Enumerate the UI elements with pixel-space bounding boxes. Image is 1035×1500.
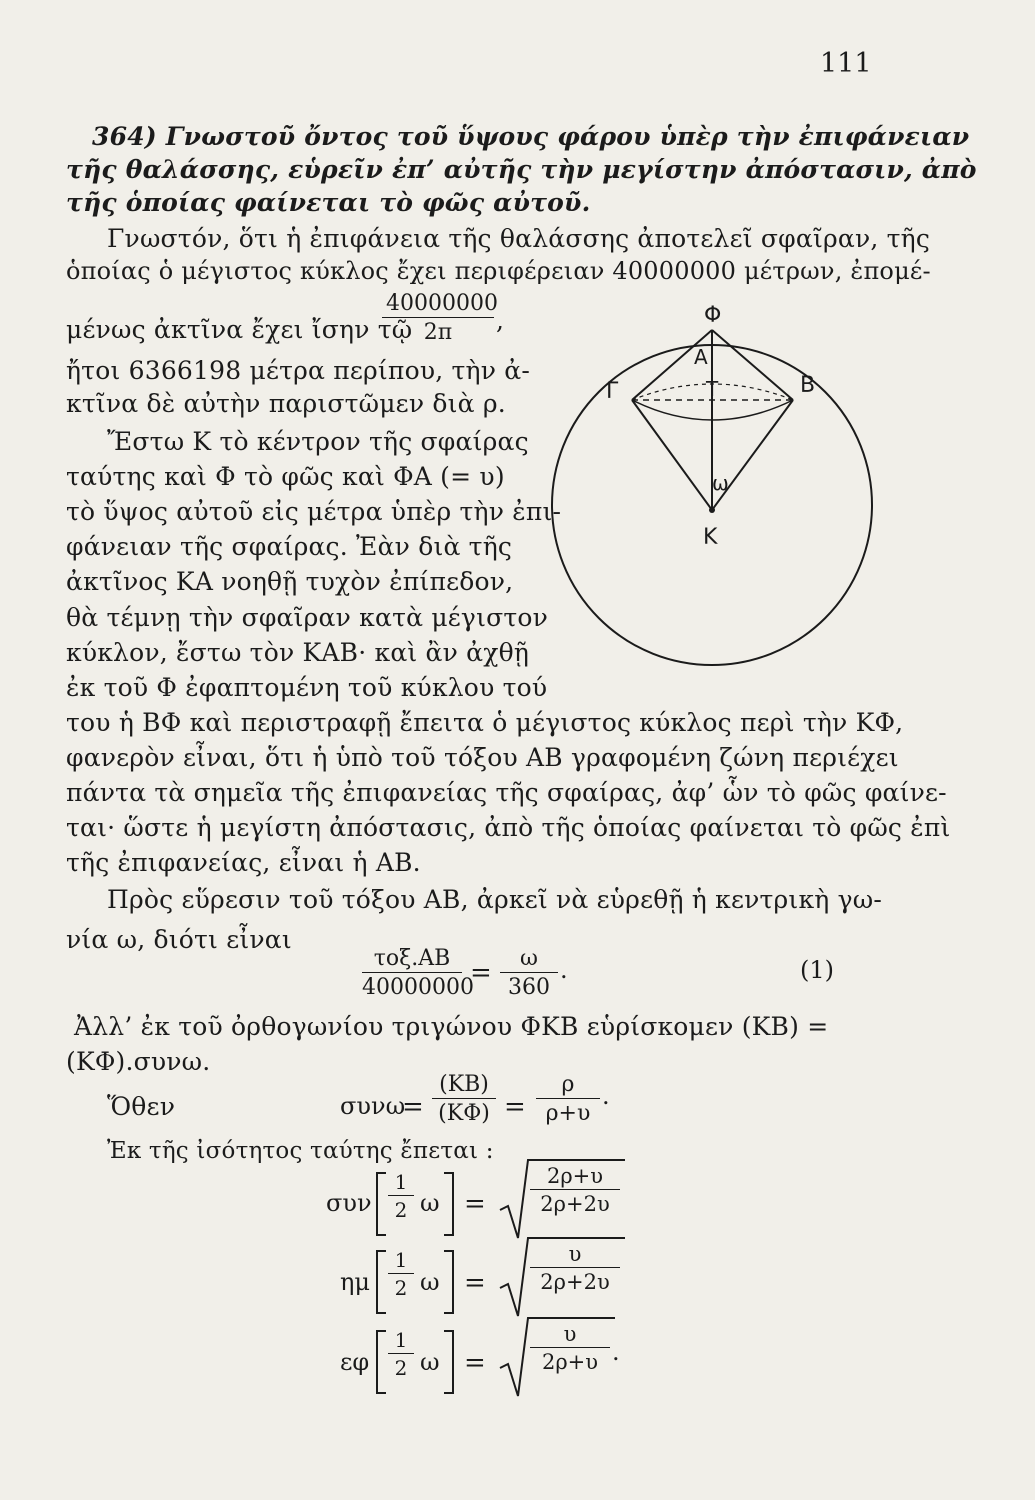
text-line-7: ταύτης καὶ Φ τὸ φῶς καὶ ΦΑ (= υ) <box>66 462 505 491</box>
eq3-var: ω <box>420 1189 440 1217</box>
text-line-16: πάντα τὰ σημεῖα τῆς ἐπιφανείας τῆς σφαίρας, ἀφ’ ὧν τὸ φῶς φαίνε- <box>66 778 947 807</box>
label-b: Β <box>800 373 816 398</box>
problem-line-1: 364) Γνωστοῦ ὄντος τοῦ ὕψους φάρου ὑπὲρ τὴν ἐπιφάνειαν <box>92 122 970 151</box>
text-line-13: ἐκ τοῦ Φ ἐφαπτομένη τοῦ κύκλου τού <box>66 673 548 702</box>
eq3-function: συν <box>326 1189 372 1217</box>
text-line-6: Ἔστω Κ τὸ κέντρον τῆς σφαίρας <box>107 427 529 456</box>
tangent-phi-b <box>712 330 793 400</box>
eq5-half-num: 1 <box>388 1328 414 1354</box>
eq4-half-den: 2 <box>394 1276 408 1300</box>
fraction-denominator: 2π <box>423 320 453 345</box>
label-t: Τ <box>706 377 719 401</box>
eq2-den-1: (ΚΦ) <box>438 1101 490 1126</box>
text-line-15: φανερὸν εἶναι, ὅτι ἡ ὑπὸ τοῦ τόξου ΑΒ γραφομένη ζώνη περιέχει <box>66 743 899 772</box>
page-number: 111 <box>820 48 872 79</box>
eq1-num-left: τοξ.ΑΒ <box>362 946 462 973</box>
center-point-k <box>709 507 715 513</box>
label-omega: ω <box>712 471 729 495</box>
eq4-var: ω <box>420 1268 440 1296</box>
eq2-num-1: (ΚΒ) <box>432 1072 496 1099</box>
eq2-equals-1: = <box>402 1092 424 1122</box>
text-line-20: νία ω, διότι εἶναι <box>66 925 292 954</box>
eq5-var: ω <box>420 1348 440 1376</box>
eq4-radicand-num: υ <box>530 1242 620 1268</box>
eq4-function: ημ <box>340 1268 370 1296</box>
eq5-radicand-den: 2ρ+υ <box>541 1350 599 1374</box>
text-line-4: ἤτοι 6366198 μέτρα περίπου, τὴν ἀ- <box>66 356 530 385</box>
eq1-den-right: 360 <box>508 975 550 1000</box>
eq3-radicand-den: 2ρ+2υ <box>540 1192 610 1216</box>
text-line-11: θὰ τέμνῃ τὴν σφαῖραν κατὰ μέγιστον <box>66 603 549 632</box>
text-line-19: Πρὸς εὕρεσιν τοῦ τόξου ΑΒ, ἀρκεῖ νὰ εὑρεθῇ ἡ κεντρικὴ γω- <box>107 885 882 914</box>
text-line-14: του ἡ ΒΦ καὶ περιστραφῇ ἔπειτα ὁ μέγιστος κύκλος περὶ τὴν ΚΦ, <box>66 708 904 737</box>
eq4-equals: = <box>464 1268 486 1298</box>
problem-line-2: τῆς θαλάσσης, εὑρεῖν ἐπ’ αὐτῆς τὴν μεγίστην ἀπόστασιν, ἀπὸ <box>66 155 977 184</box>
eq1-tag: (1) <box>800 956 834 984</box>
text-line-1: Γνωστόν, ὅτι ἡ ἐπιφάνεια τῆς θαλάσσης ἀποτελεῖ σφαῖραν, τῆς <box>107 224 931 253</box>
comma: , <box>496 306 505 335</box>
eq2-lhs: συνω <box>340 1092 406 1120</box>
text-line-9: φάνειαν τῆς σφαίρας. Ἐὰν διὰ τῆς <box>66 532 513 561</box>
text-line-23: Ὅθεν <box>107 1092 176 1121</box>
eq1-period: . <box>560 956 568 984</box>
label-gamma: Γ <box>606 379 619 404</box>
radius-kgamma <box>632 400 712 510</box>
text-line-12: κύκλον, ἔστω τὸν ΚΑΒ· καὶ ἂν ἀχθῇ <box>66 638 530 667</box>
eq5-period: . <box>612 1338 620 1366</box>
eq1-equals: = <box>470 958 492 988</box>
text-line-3: μένως ἀκτῖνα ἔχει ἴσην τῷ <box>66 315 413 344</box>
eq3-half-num: 1 <box>388 1170 414 1196</box>
eq4-half-num: 1 <box>388 1248 414 1274</box>
eq2-equals-2: = <box>504 1092 526 1122</box>
fraction-numerator: 40000000 <box>382 291 494 318</box>
eq2-den-2: ρ+υ <box>545 1101 591 1126</box>
eq5-half-den: 2 <box>394 1356 408 1380</box>
label-phi: Φ <box>704 303 722 328</box>
problem-line-3: τῆς ὁποίας φαίνεται τὸ φῶς αὐτοῦ. <box>66 188 591 217</box>
eq2-num-2: ρ <box>536 1072 600 1099</box>
eq1-num-right: ω <box>500 946 558 973</box>
eq5-function: εφ <box>340 1348 370 1376</box>
text-line-2: ὁποίας ὁ μέγιστος κύκλος ἔχει περιφέρειαν 40000000 μέτρων, ἐπομέ- <box>66 257 931 285</box>
text-line-8: τὸ ὕψος αὐτοῦ εἰς μέτρα ὑπὲρ τὴν ἐπι- <box>66 497 562 526</box>
eq3-half-den: 2 <box>394 1198 408 1222</box>
text-line-24: Ἐκ τῆς ἰσότητος ταύτης ἔπεται : <box>107 1138 494 1164</box>
text-line-21: Ἀλλ’ ἐκ τοῦ ὀρθογωνίου τριγώνου ΦΚΒ εὑρίσκομεν (ΚΒ) = <box>74 1012 829 1041</box>
text-line-18: τῆς ἐπιφανείας, εἶναι ἡ ΑΒ. <box>66 848 421 877</box>
eq5-equals: = <box>464 1348 486 1378</box>
eq1-den-left: 40000000 <box>362 975 474 1000</box>
eq2-period: . <box>602 1082 610 1110</box>
eq3-equals: = <box>464 1189 486 1219</box>
label-k: Κ <box>703 525 718 550</box>
text-line-10: ἀκτῖνος ΚΑ νοηθῇ τυχὸν ἐπίπεδον, <box>66 567 514 596</box>
eq5-radicand-num: υ <box>530 1322 610 1348</box>
label-a: Α <box>694 345 708 369</box>
eq3-radicand-num: 2ρ+υ <box>530 1164 620 1190</box>
text-line-5: κτῖνα δὲ αὐτὴν παριστῶμεν διὰ ρ. <box>66 389 506 418</box>
eq4-radicand-den: 2ρ+2υ <box>540 1270 610 1294</box>
text-line-22: (ΚΦ).συνω. <box>66 1047 211 1076</box>
text-line-17: ται· ὥστε ἡ μεγίστη ἀπόστασις, ἀπὸ τῆς ὁποίας φαίνεται τὸ φῶς ἐπὶ <box>66 813 951 842</box>
